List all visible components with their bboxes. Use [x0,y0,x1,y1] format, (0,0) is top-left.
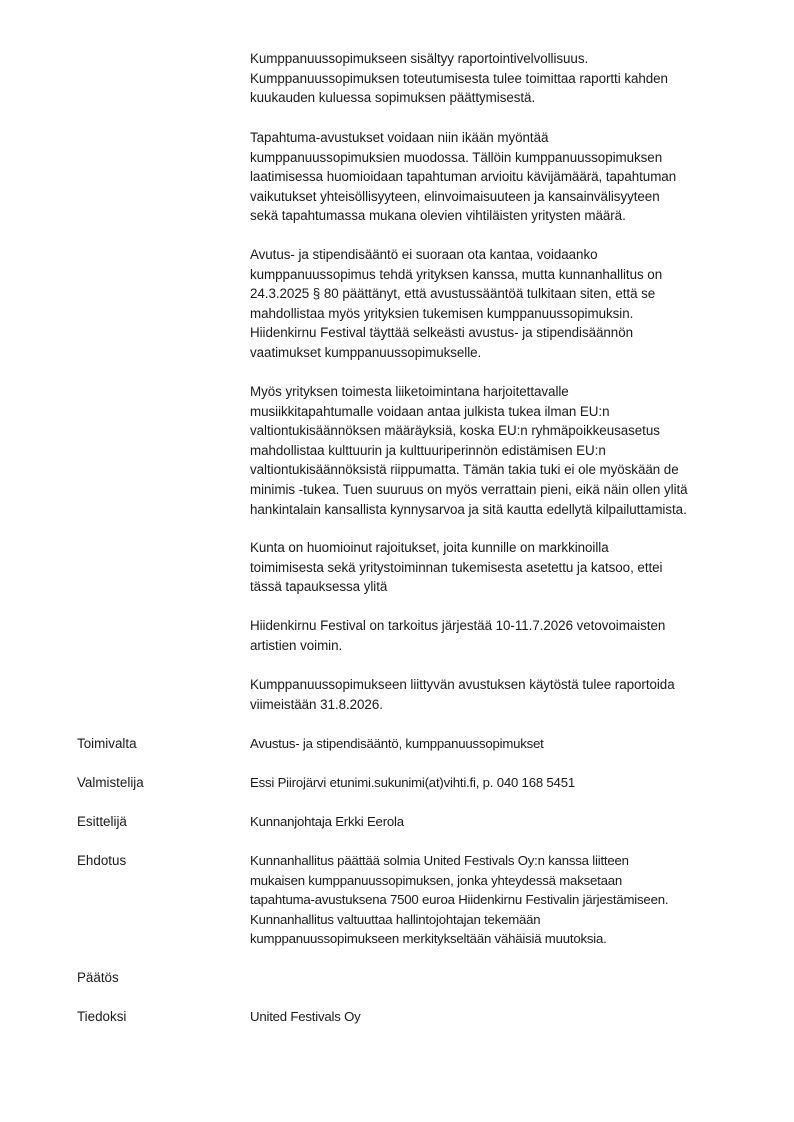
text-line: Tapahtuma-avustukset voidaan niin ikään myöntää [250,130,549,145]
text-line: Kumppanuussopimuksen toteutumisesta tulee toimittaa raportti kahden [250,70,668,86]
text-line: Kumppanuussopimukseen sisältyy raportointivelvollisuus. [250,51,589,66]
text-line: tässä tapauksessa ylitä [250,579,388,595]
text-line: tapahtuma-avustuksena 7500 euroa Hiidenkirnu Festivalin järjestämiseen. [250,892,669,908]
paragraph-reporting-obligation [250,49,750,108]
text-line: 24.3.2025 § 80 päättänyt, että avustussääntöä tulkitaan siten, että se [250,286,656,302]
text-line: Kumppanuussopimukseen liittyvän avustuksen käytöstä tulee raportoida [250,677,675,692]
field-value [250,851,760,949]
text-line: laatimisessa huomioidaan tapahtuman arvioitu kävijämäärä, tapahtuman [250,169,677,185]
text-line: Hiidenkirnu Festival on tarkoitus järjestää 10-11.7.2026 vetovoimaisten [250,618,666,633]
paragraph-festival-dates [250,616,750,655]
text-line: valtiontukisäännöksistä riippumatta. Tämän takia tuki ei ole myöskään de [250,462,679,478]
text-line: mahdollistaa kulttuurin ja kulttuuriperinnön edistämisen EU:n [250,442,606,458]
paragraph-municipality-restrictions [250,538,750,597]
text-line: valtiontukisäännöksen määräyksiä, koska EU:n ryhmäpoikkeusasetus [250,423,660,439]
paragraph-event-grants [250,128,750,226]
text-line: Myös yrityksen toimesta liiketoimintana harjoitettavalle [250,384,569,399]
field-value [250,1007,760,1027]
text-line: minimis -tukea. Tuen suuruus on myös verrattain pieni, eikä näin ollen ylitä [250,481,688,497]
field-value [250,734,760,754]
text-line: kuukauden kuluessa sopimuksen päättymisestä. [250,90,536,106]
text-line: Avustus- ja stipendisääntö, kumppanuussopimukset [250,736,544,751]
paragraph-state-aid [250,382,750,519]
field-label: Päätös [77,970,119,985]
text-line: Essi Piirojärvi etunimi.sukunimi(at)vihti.fi, p. 040 168 5451 [250,775,575,790]
field-label: Ehdotus [77,853,127,868]
text-line: kumppanuussopimus tehdä yrityksen kanssa, mutta kunnanhallitus on [250,266,663,282]
text-line: Kunnanhallitus valtuuttaa hallintojohtajan tekemään [250,911,541,927]
text-line: vaikutukset yhteisöllisyyteen, elinvoimaisuuteen ja kansainvälisyyteen [250,188,660,204]
field-label: Tiedoksi [77,1009,127,1024]
field-label: Valmistelija [77,775,144,790]
text-line: mahdollistaa myös yrityksien tukemisen kumppanuussopimuksin. [250,305,634,321]
field-label: Toimivalta [77,736,137,751]
field-value [250,773,760,793]
paragraph-grant-rules [250,245,750,363]
text-line: kumppanuussopimukseen merkitykseltään vähäisiä muutoksia. [250,931,607,947]
text-line: Kunta on huomioinut rajoitukset, joita kunnille on markkinoilla [250,540,609,555]
text-line: kumppanuussopimuksien muodossa. Tällöin kumppanuussopimuksen [250,149,663,165]
text-line: artistien voimin. [250,637,343,653]
text-line: musiikkitapahtumalle voidaan antaa julkista tukea ilman EU:n [250,403,610,419]
text-line: vaatimukset kumppanuussopimukselle. [250,344,482,360]
paragraph-reporting-deadline [250,675,750,714]
text-line: United Festivals Oy [250,1009,361,1024]
text-line: Hiidenkirnu Festival täyttää selkeästi avustus- ja stipendisäännön [250,325,634,341]
text-line: viimeistään 31.8.2026. [250,696,383,712]
text-line: mukaisen kumppanuussopimuksen, jonka yhteydessä maksetaan [250,872,622,888]
text-line: Kunnanjohtaja Erkki Eerola [250,814,404,829]
field-label: Esittelijä [77,814,127,829]
text-line: Kunnanhallitus päättää solmia United Festivals Oy:n kanssa liitteen [250,853,629,868]
field-value [250,812,760,832]
text-line: hankintalain kansallista kynnysarvoa ja sitä kautta edellytä kilpailuttamista. [250,501,687,517]
text-line: toimimisesta sekä yritystoiminnan tukemisesta asetettu ja katsoo, ettei [250,559,663,575]
text-line: sekä tapahtumassa mukana olevien vihtiläisten yritysten määrä. [250,208,626,224]
text-line: Avutus- ja stipendisääntö ei suoraan ota kantaa, voidaanko [250,247,598,262]
